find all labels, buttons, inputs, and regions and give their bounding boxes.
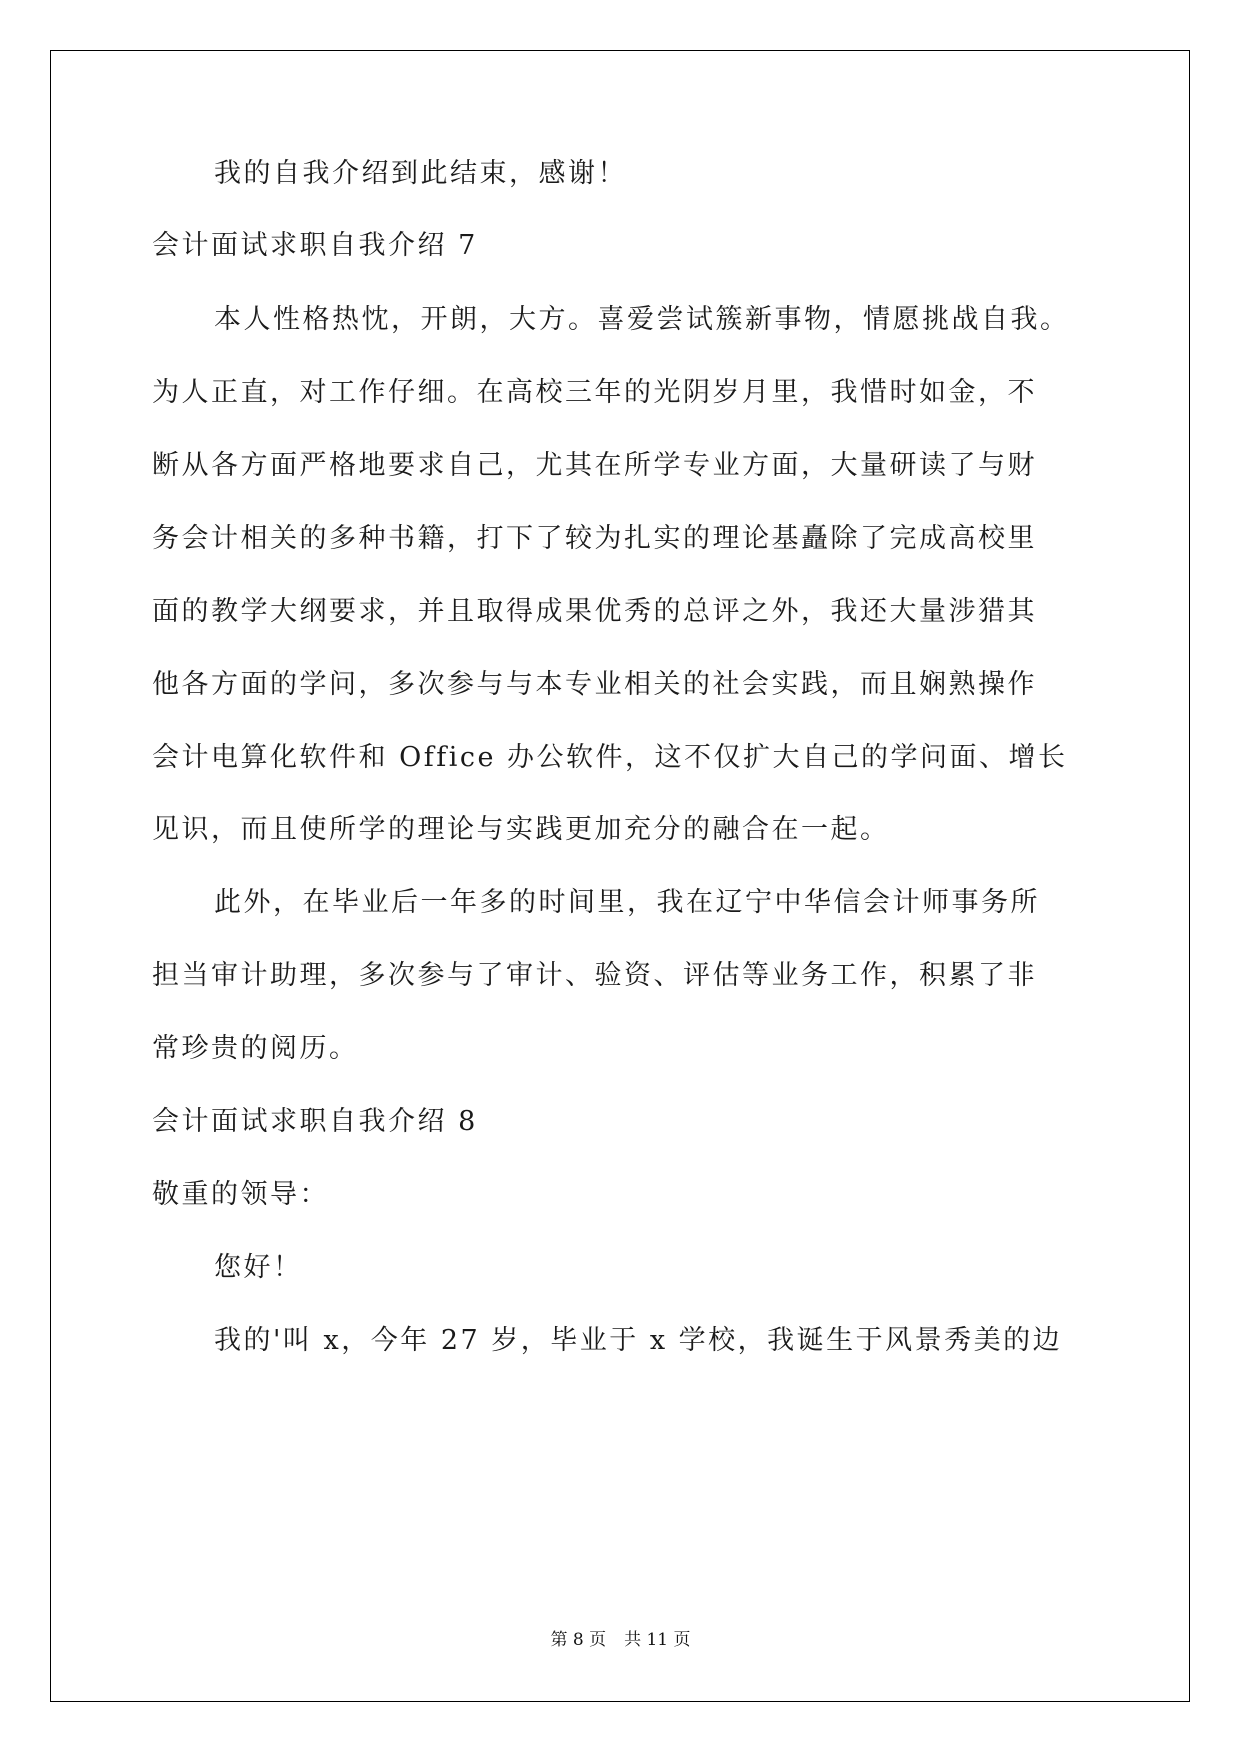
page-number: 第 8 页	[550, 1630, 607, 1650]
paragraph-line: 此外，在毕业后一年多的时间里，我在辽宁中华信会计师事务所	[214, 887, 1040, 918]
section-heading-8: 会计面试求职自我介绍 8	[152, 1106, 478, 1137]
paragraph-line: 我的'叫 x，今年 27 岁，毕业于 x 学校，我诞生于风景秀美的边	[214, 1325, 1063, 1356]
paragraph-line: 务会计相关的多种书籍，打下了较为扎实的理论基矗除了完成高校里	[152, 523, 1037, 554]
greeting: 您好！	[214, 1252, 303, 1283]
paragraph-line: 面的教学大纲要求，并且取得成果优秀的总评之外，我还大量涉猎其	[152, 596, 1037, 627]
paragraph-line: 会计电算化软件和 Office 办公软件，这不仅扩大自己的学问面、增长	[152, 742, 1068, 773]
paragraph-line: 常珍贵的阅历。	[152, 1033, 359, 1064]
paragraph-line: 断从各方面严格地要求自己，尤其在所学专业方面，大量研读了与财	[152, 450, 1037, 481]
salutation: 敬重的领导：	[152, 1179, 329, 1210]
paragraph-line: 他各方面的学问，多次参与与本专业相关的社会实践，而且娴熟操作	[152, 669, 1037, 700]
paragraph-line: 见识，而且使所学的理论与实践更加充分的融合在一起。	[152, 814, 890, 845]
paragraph-line: 担当审计助理，多次参与了审计、验资、评估等业务工作，积累了非	[152, 960, 1037, 991]
page-total: 共 11 页	[624, 1630, 691, 1650]
closing-line: 我的自我介绍到此结束，感谢！	[214, 158, 627, 189]
page-border	[50, 50, 1190, 1702]
paragraph-line: 本人性格热忱，开朗，大方。喜爱尝试簇新事物，情愿挑战自我。	[214, 304, 1070, 335]
section-heading-7: 会计面试求职自我介绍 7	[152, 230, 478, 261]
page-footer	[0, 1632, 1241, 1649]
paragraph-line: 为人正直，对工作仔细。在高校三年的光阴岁月里，我惜时如金，不	[152, 377, 1037, 408]
